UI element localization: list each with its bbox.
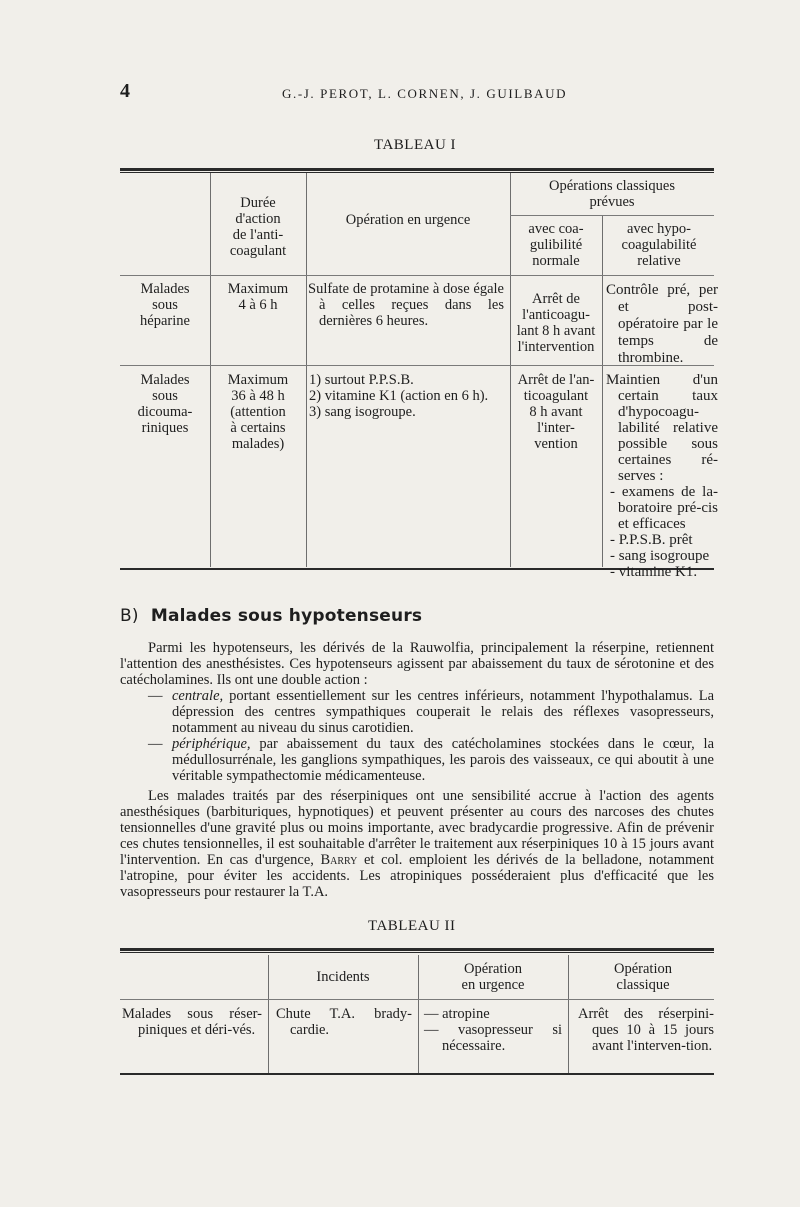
table1-row1-urgence-text: Sulfate de protamine à dose égale à celles reçues dans les dernières 6 heures. xyxy=(308,281,504,329)
table1-row1-urgence xyxy=(308,281,504,329)
section-b-paragraph-2-part-a: Les malades traités par des réserpiniques ont une sensibilité accrue à l'action des agents anesthésiques (barbituriques, hypnotiques) et peuvent présenter au cours des narcoses des chutes tensionnelles d'une gravité plus ou moins importante, avec bradycardie progressive. Afin de prévenir ces chutes tensionnelles, il est souhaitable d'arrêter le traitement aux réserpiniques 10 à 15 jours avant l'intervention. En cas d'urgence, xyxy=(120,788,714,868)
section-b-paragraph-1: Parmi les hypotenseurs, les dérivés de la Rauwolfia, principalement la réserpine, retiennent l'attention des anesthésistes. Ces hypotenseurs agissent par abaissement du taux de sérotonine et des catécholamines. Ils ont une double action : xyxy=(120,640,714,688)
table2-row-incidents-text: Chute T.A. brady-cardie. xyxy=(276,1006,412,1038)
table1-title: TABLEAU I xyxy=(374,137,457,153)
section-b-label: B) xyxy=(120,606,139,626)
dash-marker: — xyxy=(148,736,163,752)
table2-header-urgence: Opération en urgence xyxy=(461,961,525,993)
table1-col-divider-3 xyxy=(510,173,511,567)
table1-header-rule xyxy=(120,275,714,276)
section-b-item-peripheral-text: par abaissement du taux des catécholamines stockées dans le cœur, la médullosurrénale, les ganglions sympathiques, les parois des vaisseaux, ce qui aboutit à une véritable sympathectomie médicamenteuse. xyxy=(172,736,714,784)
table2-header-incidents: Incidents xyxy=(316,969,370,985)
table2-top-rule xyxy=(120,948,714,951)
table1-header-urgence: Opération en urgence xyxy=(345,212,471,228)
table2-row-urgence-item-2: — vasopresseur si nécessaire. xyxy=(424,1022,562,1054)
table2-row-classique-text: Arrêt des réserpini-ques 10 à 15 jours avant l'interven-tion. xyxy=(578,1006,714,1054)
table1-row1-relative xyxy=(606,282,718,367)
table1-col-divider-2 xyxy=(306,173,307,567)
table2-title: TABLEAU II xyxy=(368,918,456,934)
table1-row2-relative-item-1: - examens de la-boratoire pré-cis et efficaces xyxy=(610,484,718,532)
dash-marker: — xyxy=(148,688,163,704)
table1-col-divider-1 xyxy=(210,173,211,567)
table1-row2-relative xyxy=(606,372,718,580)
table1-row2-relative-item-3-text: sang isogroupe xyxy=(618,548,710,564)
table1-col-divider-4 xyxy=(602,216,603,567)
section-b-item-central xyxy=(120,688,714,736)
table2-header-rule xyxy=(120,999,714,1000)
section-b-body xyxy=(120,640,714,900)
table1-row1-relative-text: Contrôle pré, per et post-opératoire par le temps de thrombine. xyxy=(606,282,718,366)
section-b-item-peripheral xyxy=(120,736,714,784)
table1-row2-relative-item-1-text: examens de la-boratoire pré-cis et efficaces xyxy=(618,484,718,532)
table1-row1-patients: Malades sous héparine xyxy=(140,281,190,329)
table1-row2-urgence-item-2: 2) vitamine K1 (action en 6 h). xyxy=(309,388,489,404)
table1-row2-relative-item-2: - P.P.S.B. prêt xyxy=(610,532,693,548)
table2-bottom-rule xyxy=(120,1073,714,1075)
table2-header-classique: Opération classique xyxy=(614,961,672,993)
table2-row-urgence-item-1: — atropine xyxy=(424,1006,490,1022)
table1-header-classiques: Opérations classiques prévues xyxy=(548,178,676,210)
section-b-paragraph-2-part-b: et col. emploient les dérivés de la belladone, notamment l'atropine, pour éviter les accidents. Les atropiniques posséderaient plus d'efficacité que les vasopresseurs pour restaurer la T.A. xyxy=(120,852,714,900)
table2-row-patients-text: Malades sous réser-piniques et déri-vés. xyxy=(122,1006,262,1038)
section-b-title: Malades sous hypotenseurs xyxy=(150,606,423,626)
table2-top-rule-thin xyxy=(120,952,714,953)
table1-row2-relative-item-4-text: vitamine K1. xyxy=(618,564,698,580)
table1-row2-relative-item-4: - vitamine K1. xyxy=(610,564,698,580)
table1-header-coag-normale: avec coa- gulibilité normale xyxy=(528,221,584,269)
section-b-author-barry: Barry xyxy=(320,852,358,868)
section-b-item-peripheral-term: périphérique, xyxy=(172,736,251,752)
section-b-heading xyxy=(120,606,422,626)
table1-subheader-rule xyxy=(510,215,714,216)
table1-row1-normale: Arrêt de l'anticoagu- lant 8 h avant l'intervention xyxy=(516,291,596,355)
table1-row2-relative-item-2-text: P.P.S.B. prêt xyxy=(618,532,693,548)
table2-row-urgence xyxy=(424,1006,562,1054)
table1-row2-duree: Maximum 36 à 48 h (attention à certains malades) xyxy=(227,372,289,452)
table1-header-duree: Durée d'action de l'anti- coagulant xyxy=(229,195,287,259)
section-b-item-central-text: portant essentiellement sur les centres inférieurs, notamment l'hypothalamus. La dépression des centres sympathiques couperait le relais des réflexes vasopresseurs, notamment au niveau du sinus carotidien. xyxy=(172,688,714,736)
table2-row-urgence-item-2-text: vasopresseur si nécessaire. xyxy=(442,1022,562,1054)
running-header-authors: G.-J. PEROT, L. CORNEN, J. GUILBAUD xyxy=(282,86,568,101)
table1-top-rule xyxy=(120,168,714,171)
table1-row2-urgence xyxy=(309,372,507,420)
table2-row-incidents xyxy=(276,1006,412,1038)
table1-header-hypo-relative: avec hypo- coagulabilité relative xyxy=(621,221,697,269)
table1-row2-urgence-item-3: 3) sang isogroupe. xyxy=(309,404,416,420)
table2-row-patients xyxy=(122,1006,262,1038)
table1-row2-patients: Malades sous dicouma- riniques xyxy=(137,372,193,436)
table2-row-urgence-item-1-text: atropine xyxy=(442,1006,490,1022)
section-b-paragraph-2 xyxy=(120,788,714,900)
table1-row2-urgence-item-1: 1) surtout P.P.S.B. xyxy=(309,372,414,388)
table1-row2-relative-item-3: - sang isogroupe xyxy=(610,548,710,564)
table2-row-classique xyxy=(578,1006,714,1054)
page-number: 4 xyxy=(120,80,130,102)
table1-row2-normale: Arrêt de l'an- ticoagulant 8 h avant l'inter- vention xyxy=(517,372,595,452)
table1-row2-relative-intro: Maintien d'un certain taux d'hypocoagu-labilité relative possible sous certaines ré-serves : xyxy=(606,372,718,484)
table1-row1-duree: Maximum 4 à 6 h xyxy=(227,281,289,313)
section-b-item-central-term: centrale, xyxy=(172,688,224,704)
